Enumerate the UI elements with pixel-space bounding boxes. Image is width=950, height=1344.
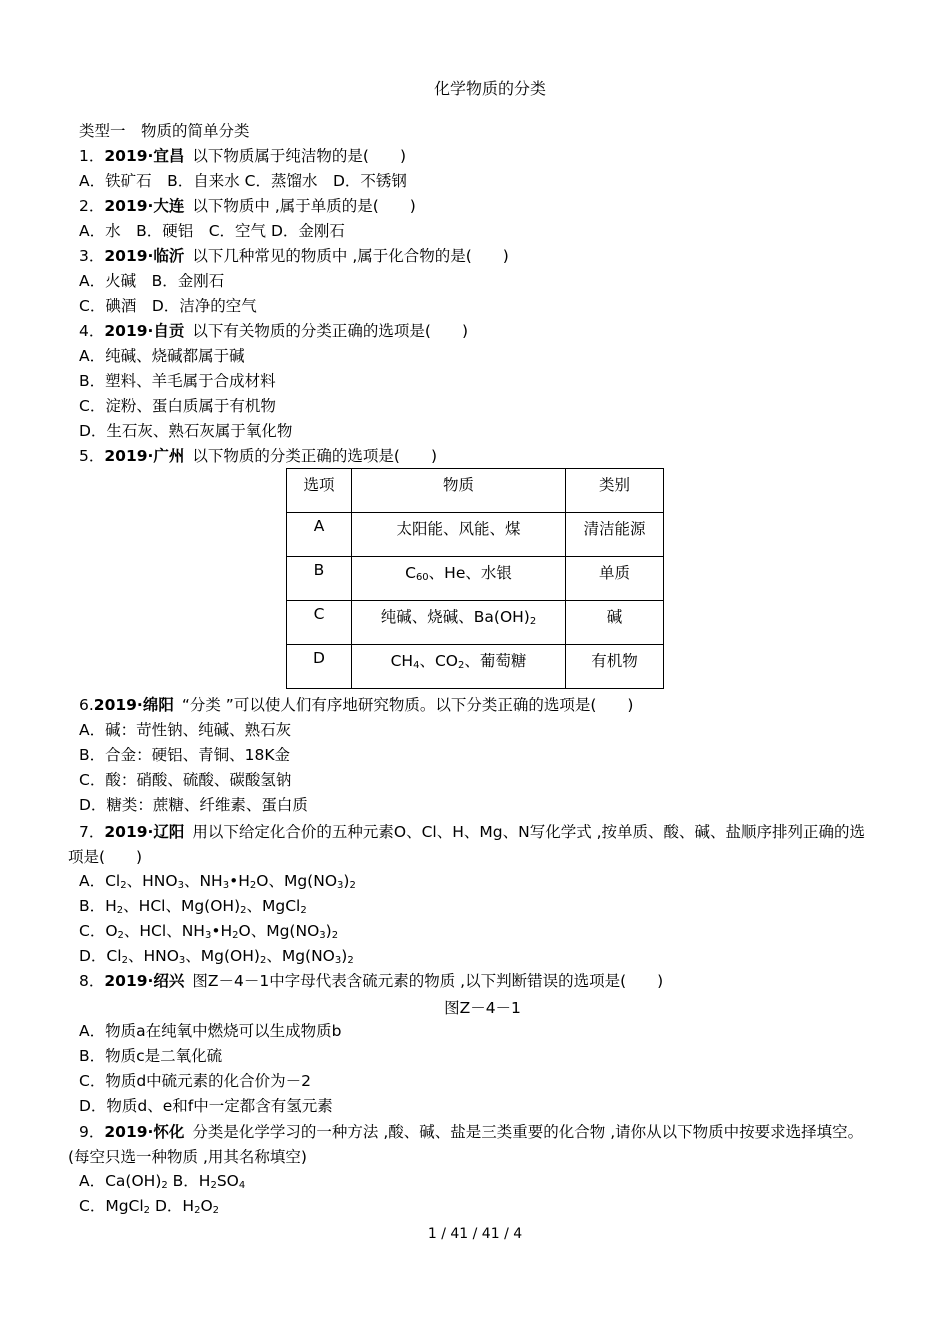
table-cell: 太阳能、风能、煤	[352, 513, 566, 557]
question-1-options: A．铁矿石 B．自来水 C．蒸馏水 D．不锈钢	[79, 172, 407, 190]
question-7-option-b: B．$H_2$、HCl、$Mg(OH)_2$、MgCl$_2$	[79, 897, 307, 916]
table-row	[287, 645, 664, 689]
question-8-option-b: B．物质c是二氧化硫	[79, 1047, 223, 1065]
table-header: 选项	[287, 469, 352, 513]
question-4-option-c: C．淀粉、蛋白质属于有机物	[79, 397, 276, 415]
question-8-option-d: D．物质d、e和f中一定都含有氢元素	[79, 1097, 333, 1115]
table-cell: C	[287, 601, 352, 645]
question-4-option-d: D．生石灰、熟石灰属于氧化物	[79, 422, 293, 440]
question-8-option-a: A．物质a在纯氧中燃烧可以生成物质b	[79, 1022, 342, 1040]
table-header: 物质	[352, 469, 566, 513]
question-1: 1．2019·宜昌 以下物质属于纯洁物的是( )	[79, 147, 407, 165]
table-cell: $CH_4$、$CO_2$、葡萄糖	[352, 645, 566, 689]
table-cell: A	[287, 513, 352, 557]
table-row	[287, 557, 664, 601]
question-6-option-a: A．碱：苛性钠、纯碱、熟石灰	[79, 721, 292, 739]
table-cell: 有机物	[566, 645, 664, 689]
table-cell: 单质	[566, 557, 664, 601]
doc-title: 化学物质的分类	[433, 79, 546, 98]
table-cell: 纯碱、烧碱、$Ba(OH)_2$	[352, 601, 566, 645]
table-cell: B	[287, 557, 352, 601]
section-heading: 类型一 物质的简单分类	[79, 122, 250, 140]
figure-caption: 图Z－4－1	[444, 999, 521, 1017]
question-9-option-ab: A．$Ca(OH)_2$ B．$H_2SO_4$	[79, 1172, 246, 1191]
question-7-option-a: A．$Cl_2$、$HNO_3$、$NH_3•H_2O$、$Mg(NO_3)_2$	[79, 872, 356, 891]
question-source: 2019·怀化	[104, 1123, 185, 1141]
classification-table	[286, 468, 664, 689]
table-header: 类别	[566, 469, 664, 513]
question-source: 2019·临沂	[104, 247, 185, 265]
question-2-options: A．水 B．硬铝 C．空气 D．金刚石	[79, 222, 345, 240]
question-6-option-b: B．合金：硬铝、青铜、18K金	[79, 746, 291, 764]
question-9: 9．2019·怀化 分类是化学学习的一种方法 ,酸、碱、盐是三类重要的化合物 ,请你从以下物质中按要求选择填空。(每空只选一种物质 ,用其名称填空)	[68, 1123, 864, 1166]
table-cell: 碱	[566, 601, 664, 645]
question-7-option-d: D．$Cl_2$、$HNO_3$、$Mg(OH)_2$、$Mg(NO_3)_2$	[79, 947, 354, 966]
question-4-option-a: A．纯碱、烧碱都属于碱	[79, 347, 245, 365]
question-6-option-d: D．糖类：蔗糖、纤维素、蛋白质	[79, 796, 308, 814]
table-row	[287, 601, 664, 645]
table-cell: D	[287, 645, 352, 689]
question-source: 2019·绵阳	[93, 696, 174, 714]
question-9-option-cd: C．MgCl$_2$ D．$H_2O_2$	[79, 1197, 220, 1216]
question-6-option-c: C．酸：硝酸、硫酸、碳酸氢钠	[79, 771, 292, 789]
page-number: 1 / 41 / 41 / 4	[427, 1226, 523, 1242]
question-7-option-c: C．$O_2$、HCl、$NH_3•H_2O$、$Mg(NO_3)_2$	[79, 922, 339, 941]
question-4: 4．2019·自贡 以下有关物质的分类正确的选项是( )	[79, 322, 469, 340]
question-8: 8．2019·绍兴 图Z－4－1中字母代表含硫元素的物质 ,以下判断错误的选项是( )	[79, 972, 664, 990]
table-row	[287, 513, 664, 557]
question-3: 3．2019·临沂 以下几种常见的物质中 ,属于化合物的是( )	[79, 247, 509, 265]
question-5: 5．2019·广州 以下物质的分类正确的选项是( )	[79, 447, 438, 465]
question-source: 2019·宜昌	[104, 147, 185, 165]
question-4-option-b: B．塑料、羊毛属于合成材料	[79, 372, 276, 390]
question-2: 2．2019·大连 以下物质中 ,属于单质的是( )	[79, 197, 416, 215]
table-cell: 清洁能源	[566, 513, 664, 557]
question-source: 2019·广州	[104, 447, 185, 465]
question-source: 2019·辽阳	[104, 823, 185, 841]
question-source: 2019·自贡	[104, 322, 185, 340]
question-source: 2019·绍兴	[104, 972, 185, 990]
table-header-row	[287, 469, 664, 513]
question-7: 7．2019·辽阳 用以下给定化合价的五种元素O、Cl、H、Mg、N写化学式 ,按单质、酸、碱、盐顺序排列正确的选项是( )	[68, 823, 866, 866]
question-source: 2019·大连	[104, 197, 185, 215]
question-3-option-cd: C．碘酒 D．洁净的空气	[79, 297, 257, 315]
table-cell: $C_{60}$、He、水银	[352, 557, 566, 601]
question-8-option-c: C．物质d中硫元素的化合价为－2	[79, 1072, 312, 1090]
question-6: 6.2019·绵阳 “分类 ”可以使人们有序地研究物质。以下分类正确的选项是( )	[79, 696, 634, 714]
question-3-option-ab: A．火碱 B．金刚石	[79, 272, 225, 290]
